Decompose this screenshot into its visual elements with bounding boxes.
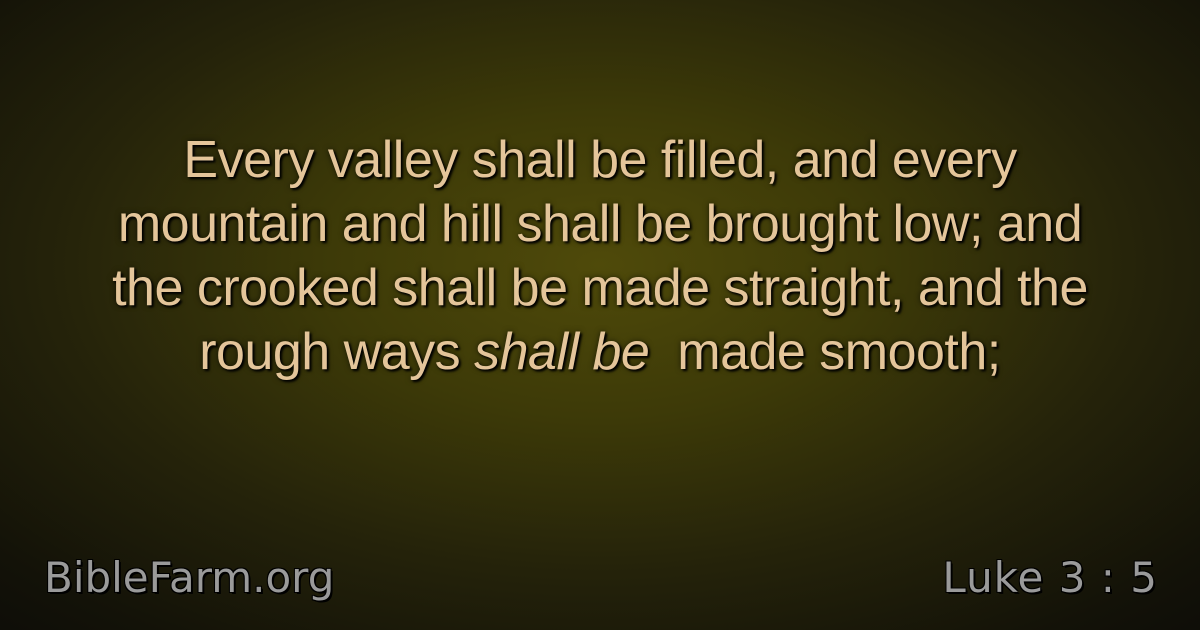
verse-line-3: the crooked shall be made straight, and the [112,259,1088,317]
verse-italic-words: shall be [474,323,650,381]
verse-line-1: Every valley shall be filled, and every [183,131,1017,189]
verse-line-2: mountain and hill shall be brought low; and [117,195,1083,253]
verse-reference: Luke 3 : 5 [942,553,1158,602]
verse-line-4 [40,320,1160,384]
verse-line-4-start: rough ways [199,323,461,381]
verse-text [40,128,1160,384]
verse-line-4-end: made smooth; [677,323,1001,381]
site-watermark: BibleFarm.org [44,553,335,602]
